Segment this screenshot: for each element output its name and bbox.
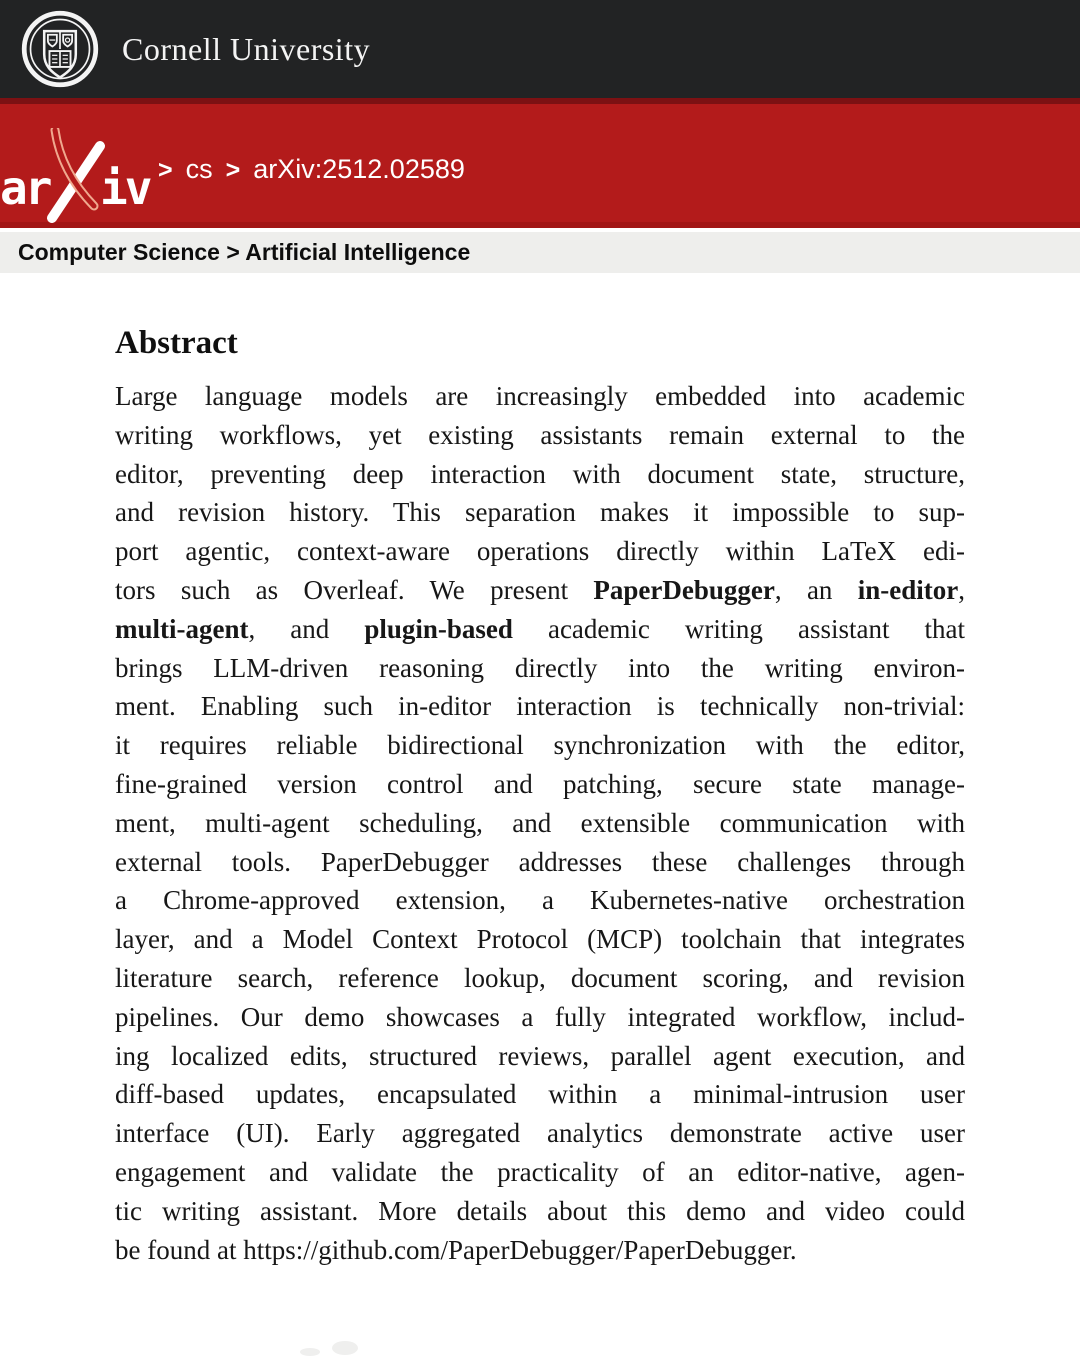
cornell-seal-icon[interactable] xyxy=(20,9,100,89)
page-bottom-artifact xyxy=(332,1341,358,1355)
abstract-line: interface (UI). Early aggregated analytics demonstrate active user xyxy=(115,1118,965,1149)
abstract-line: ment, multi-agent scheduling, and extensible communication with xyxy=(115,807,965,838)
abstract-line: writing workflows, yet existing assistants remain external to the xyxy=(115,419,965,450)
abstract-line: be found at https://github.com/PaperDebugger/PaperDebugger. xyxy=(115,1234,797,1265)
arxiv-logo-suffix: iv xyxy=(100,161,150,215)
cornell-header xyxy=(0,0,1080,98)
abstract-line: fine-grained version control and patching, secure state manage- xyxy=(115,768,965,799)
page-bottom-artifact xyxy=(300,1348,320,1356)
cornell-university-name[interactable]: Cornell University xyxy=(122,30,371,67)
abstract-text xyxy=(115,377,965,1269)
abstract-line: it requires reliable bidirectional synchronization with the editor, xyxy=(115,730,965,761)
arxiv-banner xyxy=(0,104,1080,228)
abstract-line: port agentic, context-aware operations directly within LaTeX edi- xyxy=(115,536,965,567)
abstract-section xyxy=(0,273,965,1269)
abstract-line: a Chrome-approved extension, a Kubernetes-native orchestration xyxy=(115,885,965,916)
abstract-line: multi-agent, and plugin-based academic writing assistant that xyxy=(115,613,966,644)
arxiv-logo[interactable] xyxy=(0,128,160,228)
abstract-line: ment. Enabling such in-editor interaction is technically non-trivial: xyxy=(115,691,965,722)
abstract-line: editor, preventing deep interaction with document state, structure, xyxy=(115,458,965,489)
abstract-line: brings LLM-driven reasoning directly into the writing environ- xyxy=(115,652,965,683)
abstract-heading: Abstract xyxy=(115,325,238,361)
breadcrumb-link-cs[interactable]: cs xyxy=(185,154,213,184)
abstract-line: layer, and a Model Context Protocol (MCP) toolchain that integrates xyxy=(115,924,965,955)
breadcrumb xyxy=(158,154,465,185)
abstract-line: and revision history. This separation makes it impossible to sup- xyxy=(115,497,965,528)
arxiv-logo-prefix: ar xyxy=(0,161,50,215)
breadcrumb-link-paper-id[interactable]: arXiv:2512.02589 xyxy=(253,154,465,184)
abstract-line: literature search, reference lookup, document scoring, and revision xyxy=(115,962,965,993)
breadcrumb-separator: > xyxy=(225,156,241,184)
subject-classification: Computer Science > Artificial Intelligence xyxy=(18,239,471,265)
abstract-line: tic writing assistant. More details about this demo and video could xyxy=(115,1195,965,1226)
abstract-line: engagement and validate the practicality of an editor-native, agen- xyxy=(115,1156,965,1187)
abstract-line: external tools. PaperDebugger addresses these challenges through xyxy=(115,846,965,877)
subject-bar xyxy=(0,232,1080,273)
abstract-line: ing localized edits, structured reviews, parallel agent execution, and xyxy=(115,1040,965,1071)
abstract-line: pipelines. Our demo showcases a fully integrated workflow, includ- xyxy=(115,1001,965,1032)
abstract-line: Large language models are increasingly embedded into academic xyxy=(115,381,965,411)
abstract-line: diff-based updates, encapsulated within a minimal-intrusion user xyxy=(115,1079,965,1110)
breadcrumb-separator: > xyxy=(158,156,173,184)
abstract-line: tors such as Overleaf. We present PaperDebugger, an in-editor, xyxy=(115,574,966,605)
